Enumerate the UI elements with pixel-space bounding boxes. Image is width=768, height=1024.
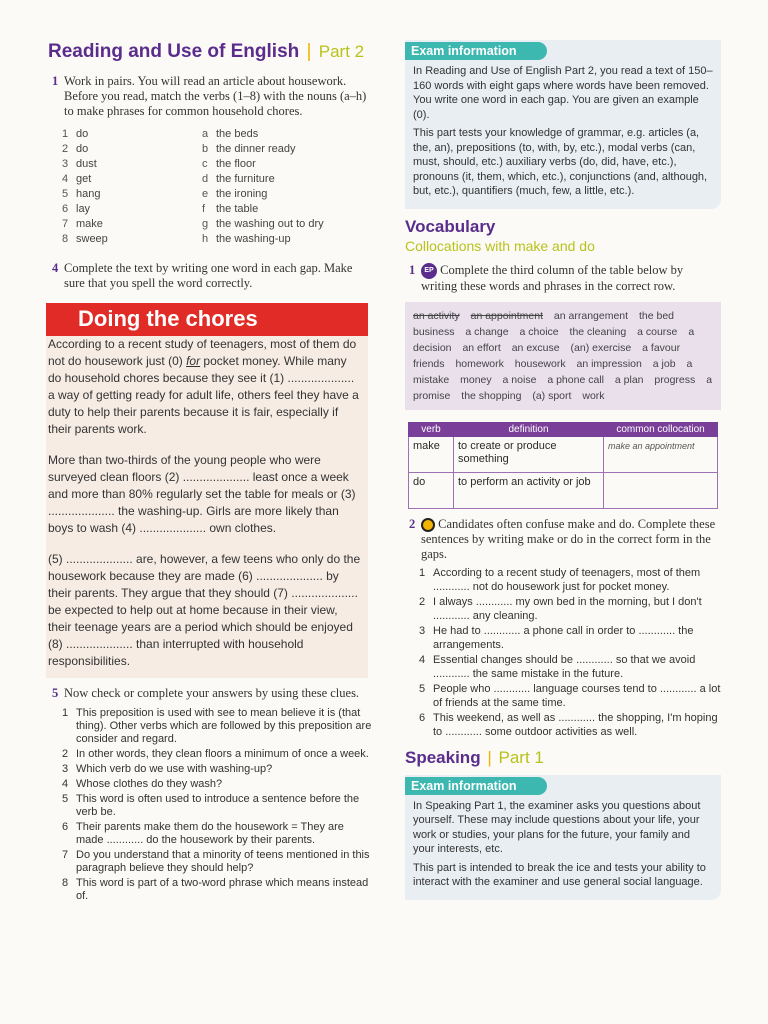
word-bank-item: a mistake	[413, 357, 693, 386]
noun-item: c the floor	[202, 158, 256, 170]
sentence-list	[419, 566, 721, 739]
ep-badge-icon: EP	[421, 263, 437, 279]
word-bank-item: a favour	[642, 341, 681, 354]
verb-item: 1 do	[62, 128, 89, 140]
matching-lists	[62, 127, 374, 247]
task-5-instruction: 5 Now check or complete your answers by using these clues.	[52, 686, 360, 700]
word-bank-item: an excuse	[511, 341, 560, 354]
article-paragraph-3: (5) .................... are, however, a few teens who only do the housework because they are made (6) .................... by their parents. They argue that they should (7) .................... be expected to help out at home because in their view, their teenage years are a period which should be enjoyed (8) .................... than interrupted with household responsibilities.	[48, 552, 361, 668]
word-bank-item: the bed	[638, 309, 675, 322]
clue-item: 2 In other words, they clean floors a minimum of once a week.	[62, 748, 369, 760]
table-header: verb	[409, 422, 454, 436]
word-bank-item: a plan	[614, 373, 644, 386]
article-title: Doing the chores	[46, 303, 368, 336]
word-bank-item: a noise	[502, 373, 537, 386]
example-answer: for	[186, 354, 201, 368]
right-column	[405, 40, 721, 900]
word-bank-item: a choice	[519, 325, 559, 338]
table-header: common collocation	[604, 422, 718, 436]
vocabulary-heading: Vocabulary	[405, 216, 496, 236]
sentence-item: 2 I always ............ my own bed in the morning, but I don't ............ any cleaning.	[419, 595, 702, 622]
vocabulary-subheading: Collocations with make and do	[405, 237, 595, 254]
exam-info-box-reading: Exam information In Reading and Use of English Part 2, you read a text of 150–160 words with eight gaps where words have been removed. You write one word in each gap. You are given an example (0). This part tests your knowledge of grammar, e.g. articles (a, the, an), prepositions (to, with, by, etc.), modal verbs (can, must, should, etc.) auxiliary verbs (do, did, have, etc.), pronouns (it, them, which, etc.), conjunctions (and, although, but, etc.), quantifiers (much, few, a little, etc.).	[405, 40, 721, 209]
word-bank-item: a change	[465, 325, 509, 338]
word-bank-item: (a) sport	[532, 389, 572, 402]
verb-list	[62, 127, 202, 247]
clues-list	[62, 707, 374, 903]
word-bank-item: work	[582, 389, 605, 402]
noun-list	[202, 127, 372, 247]
word-bank-item: an effort	[462, 341, 501, 354]
noun-item: g the washing out to dry	[202, 218, 324, 230]
word-bank-item: an arrangement	[553, 309, 629, 322]
noun-item: e the ironing	[202, 188, 268, 200]
word-bank-item: progress	[654, 373, 696, 386]
article-paragraph-2: More than two-thirds of the young people who were surveyed clean floors (2) .................... least once a week and more than 80% regularly set the table for meals or (3) .................... the washing-up. Girls are more likely than boys to wash (4) .................... own clothes.	[48, 453, 356, 535]
table-row: do to perform an activity or job	[409, 472, 718, 508]
clue-item: 5 This word is often used to introduce a sentence before the verb be.	[62, 793, 360, 818]
word-bank-item: a job	[652, 357, 676, 370]
verb-item: 4 get	[62, 173, 92, 185]
clue-item: 7 Do you understand that a minority of teens mentioned in this paragraph believe they should help?	[62, 849, 370, 874]
left-column	[48, 40, 374, 905]
word-bank-item: the cleaning	[569, 325, 627, 338]
noun-item: b the dinner ready	[202, 143, 296, 155]
word-bank-item: money	[460, 373, 492, 386]
verb-item: 5 hang	[62, 188, 101, 200]
handwritten-answer: make an appointment	[604, 436, 718, 472]
noun-item: h the washing-up	[202, 233, 291, 245]
exam-info-tab: Exam information	[405, 777, 547, 795]
warning-icon	[421, 518, 435, 532]
clue-item: 3 Which verb do we use with washing-up?	[62, 763, 273, 775]
speaking-heading: Speaking | Part 1	[405, 747, 544, 767]
word-bank	[405, 302, 721, 410]
sentence-item: 1 According to a recent study of teenagers, most of them ............ not do housework just for pocket money.	[419, 566, 701, 593]
word-bank-item: an impression	[576, 357, 642, 370]
article-paragraph-1: According to a recent study of teenagers, most of them do not do housework just (0) for pocket money. While many do household chores because they see it (1) .................... a way of getting ready for adult life, others feel they have a duty to help their parents because it is fair, especially if their parents work.	[48, 337, 359, 436]
word-bank-item: the shopping	[461, 389, 522, 402]
exam-info-box-speaking: Exam information In Speaking Part 1, the examiner asks you questions about yourself. These may include questions about your life, your work or studies, your plans for the future, your family and your interests, etc. This part is intended to break the ice and tests your ability to interact with the examiner and use general social language.	[405, 775, 721, 900]
verb-item: 2 do	[62, 143, 89, 155]
task-1-instruction: 1 Work in pairs. You will read an article about housework. Before you read, match the verbs (1–8) with the nouns (a–h) to make phrases for common household chores.	[52, 74, 367, 118]
word-bank-item: a course	[637, 325, 678, 338]
vocab-task-1-instruction: 1 EP Complete the third column of the table below by writing these words and phrases in the correct row.	[409, 262, 684, 293]
article-box	[46, 303, 368, 678]
word-bank-item: business	[413, 325, 455, 338]
word-bank-item: an appointment	[470, 309, 543, 322]
clue-item: 1 This preposition is used with see to mean believe it is (that thing). Other verbs which are followed by this preposition are consider and regard.	[62, 707, 372, 745]
word-bank-item: housework	[514, 357, 566, 370]
verb-item: 3 dust	[62, 158, 97, 170]
clue-item: 8 This word is part of a two-word phrase which means instead of.	[62, 877, 369, 902]
word-bank-item: (an) exercise	[570, 341, 632, 354]
word-bank-item: friends	[413, 357, 445, 370]
verb-item: 8 sweep	[62, 233, 108, 245]
reading-heading: Reading and Use of English | Part 2	[48, 41, 365, 62]
sentence-item: 6 This weekend, as well as ............ the shopping, I'm hoping to ............ some outdoor activities as well.	[419, 711, 718, 738]
collocation-table	[408, 422, 718, 509]
task-4-instruction: 4 Complete the text by writing one word in each gap. Make sure that you spell the word correctly.	[52, 261, 353, 290]
word-bank-item: a promise	[413, 373, 713, 402]
sentence-item: 3 He had to ............ a phone call in order to ............ the arrangements.	[419, 624, 694, 651]
word-bank-item: a decision	[413, 325, 695, 354]
verb-item: 6 lay	[62, 203, 91, 215]
noun-item: a the beds	[202, 128, 259, 140]
table-header: definition	[454, 422, 604, 436]
word-bank-item: homework	[455, 357, 504, 370]
verb-item: 7 make	[62, 218, 103, 230]
noun-item: f the table	[202, 203, 259, 215]
noun-item: d the furniture	[202, 173, 275, 185]
word-bank-item: an activity	[413, 309, 460, 322]
sentence-item: 5 People who ............ language courses tend to ............ a lot of friends at the same time.	[419, 682, 721, 709]
word-bank-item: a phone call	[547, 373, 604, 386]
clue-item: 6 Their parents make them do the housework = They are made ............ do the housework by their parents.	[62, 821, 344, 846]
table-row: make to create or produce something make an appointment	[409, 436, 718, 472]
clue-item: 4 Whose clothes do they wash?	[62, 778, 223, 790]
exam-info-tab: Exam information	[405, 42, 547, 60]
vocab-task-2-instruction: 2 Candidates often confuse make and do. Complete these sentences by writing make or do in the correct form in the gaps.	[409, 516, 716, 561]
sentence-item: 4 Essential changes should be ............ so that we avoid ............ the same mistake in the future.	[419, 653, 696, 680]
